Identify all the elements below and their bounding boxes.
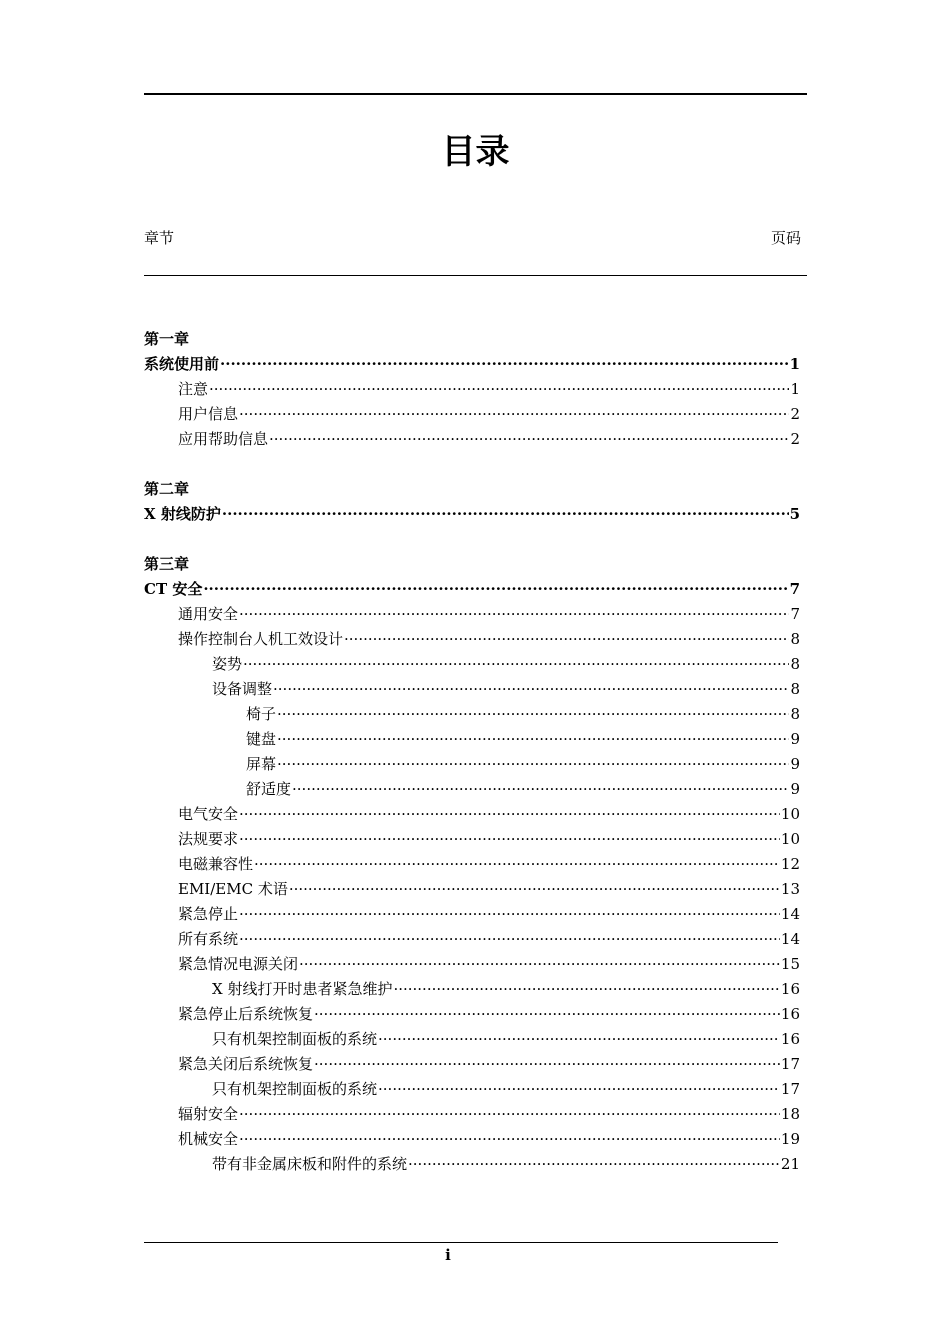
dot-leader <box>269 427 789 452</box>
toc-entry[interactable] <box>144 752 800 777</box>
toc-entry[interactable] <box>144 1052 800 1077</box>
toc-entry-page: 7 <box>790 605 800 623</box>
toc-entry[interactable] <box>144 577 800 602</box>
toc-entry[interactable] <box>144 702 800 727</box>
dot-leader <box>393 977 779 1002</box>
dot-leader <box>277 727 789 752</box>
dot-leader <box>299 952 780 977</box>
toc-entry-title: 键盘 <box>246 730 277 748</box>
toc-entry-page: 16 <box>780 1030 800 1048</box>
toc-entry-title: 通用安全 <box>178 605 239 623</box>
header-rule <box>144 275 807 276</box>
dot-leader <box>239 1127 780 1152</box>
toc-chapter <box>144 327 800 452</box>
dot-leader <box>314 1052 780 1077</box>
toc-entry[interactable] <box>144 377 800 402</box>
toc-entry[interactable] <box>144 977 800 1002</box>
toc-entry-page: 15 <box>780 955 800 973</box>
toc-entry[interactable] <box>144 602 800 627</box>
toc-entry-page: 12 <box>780 855 800 873</box>
dot-leader <box>239 402 789 427</box>
toc-entry-title: 紧急停止后系统恢复 <box>178 1005 314 1023</box>
toc-entry[interactable] <box>144 1102 800 1127</box>
toc-entry-title: EMI/EMC 术语 <box>178 880 288 898</box>
toc-entry-page: 8 <box>790 680 800 698</box>
toc-entry[interactable] <box>144 827 800 852</box>
toc-entry[interactable] <box>144 1077 800 1102</box>
toc-entry-title: 紧急情况电源关闭 <box>178 955 299 973</box>
toc-entry[interactable] <box>144 927 800 952</box>
dot-leader <box>277 752 789 777</box>
dot-leader <box>209 377 789 402</box>
toc-entry-page: 18 <box>780 1105 800 1123</box>
toc-entry[interactable] <box>144 1127 800 1152</box>
toc-entry-title: 法规要求 <box>178 830 239 848</box>
toc-chapter <box>144 552 800 1177</box>
table-of-contents <box>144 327 800 1202</box>
chapter-label: 第一章 <box>144 330 190 348</box>
toc-entry-title: 紧急关闭后系统恢复 <box>178 1055 314 1073</box>
toc-entry[interactable] <box>144 652 800 677</box>
toc-entry-page: 8 <box>790 705 800 723</box>
dot-leader <box>344 627 789 652</box>
dot-leader <box>239 827 780 852</box>
toc-entry-title: CT 安全 <box>144 580 203 598</box>
toc-entry-page: 10 <box>780 830 800 848</box>
toc-entry[interactable] <box>144 502 800 527</box>
toc-entry-page: 7 <box>789 580 800 598</box>
toc-entry[interactable] <box>144 727 800 752</box>
toc-entry-title: 紧急停止 <box>178 905 239 923</box>
toc-entry[interactable] <box>144 677 800 702</box>
dot-leader <box>243 652 789 677</box>
toc-entry-title: X 射线打开时患者紧急维护 <box>212 980 393 998</box>
toc-header-page: 页码 <box>770 229 801 247</box>
toc-entry-title: 只有机架控制面板的系统 <box>212 1030 378 1048</box>
toc-entry-page: 16 <box>780 1005 800 1023</box>
toc-entry-title: 辐射安全 <box>178 1105 239 1123</box>
dot-leader <box>314 1002 780 1027</box>
dot-leader <box>239 902 780 927</box>
toc-entry-page: 9 <box>790 755 800 773</box>
footer-page-number: i <box>445 1246 451 1264</box>
dot-leader <box>239 602 789 627</box>
dot-leader <box>203 577 788 602</box>
toc-entry-page: 14 <box>780 905 800 923</box>
chapter-label: 第三章 <box>144 555 190 573</box>
toc-entry-page: 10 <box>780 805 800 823</box>
toc-chapter <box>144 477 800 527</box>
toc-entry-title: 用户信息 <box>178 405 239 423</box>
toc-entry[interactable] <box>144 402 800 427</box>
dot-leader <box>378 1077 780 1102</box>
toc-entry-page: 17 <box>780 1055 800 1073</box>
toc-header <box>144 226 807 274</box>
dot-leader <box>254 852 780 877</box>
toc-entry-title: 舒适度 <box>246 780 292 798</box>
dot-leader <box>222 502 789 527</box>
toc-entry-page: 17 <box>780 1080 800 1098</box>
toc-entry-title: 姿势 <box>212 655 243 673</box>
toc-entry-title: 椅子 <box>246 705 277 723</box>
toc-entry-page: 21 <box>780 1155 800 1173</box>
footer-rule <box>144 1242 778 1243</box>
toc-entry[interactable] <box>144 627 800 652</box>
dot-leader <box>239 927 780 952</box>
toc-entry-title: 系统使用前 <box>144 355 220 373</box>
toc-entry-page: 2 <box>790 430 800 448</box>
toc-entry[interactable] <box>144 1027 800 1052</box>
toc-entry-page: 1 <box>790 380 800 398</box>
toc-entry-title: 屏幕 <box>246 755 277 773</box>
toc-entry-page: 9 <box>790 730 800 748</box>
toc-entry-page: 9 <box>790 780 800 798</box>
toc-entry-page: 8 <box>790 630 800 648</box>
toc-entry[interactable] <box>144 352 800 377</box>
toc-entry-page: 5 <box>789 505 800 523</box>
toc-entry-page: 1 <box>789 355 800 373</box>
dot-leader <box>289 877 780 902</box>
toc-entry[interactable] <box>144 852 800 877</box>
dot-leader <box>239 1102 780 1127</box>
toc-entry-title: 操作控制台人机工效设计 <box>178 630 344 648</box>
toc-entry-title: 只有机架控制面板的系统 <box>212 1080 378 1098</box>
toc-entry-page: 13 <box>780 880 800 898</box>
toc-entry[interactable] <box>144 1002 800 1027</box>
page-title: 目录 <box>441 132 510 172</box>
toc-entry-page: 14 <box>780 930 800 948</box>
top-rule <box>144 93 807 95</box>
toc-entry-title: 注意 <box>178 380 209 398</box>
dot-leader <box>273 677 789 702</box>
toc-header-chapter: 章节 <box>144 229 175 247</box>
toc-entry-title: 设备调整 <box>212 680 273 698</box>
toc-entry[interactable] <box>144 427 800 452</box>
toc-entry-title: 电磁兼容性 <box>178 855 254 873</box>
dot-leader <box>378 1027 780 1052</box>
toc-entry-page: 2 <box>790 405 800 423</box>
dot-leader <box>277 702 789 727</box>
toc-entry[interactable] <box>144 877 800 902</box>
toc-entry[interactable] <box>144 952 800 977</box>
toc-entry[interactable] <box>144 1152 800 1177</box>
toc-entry[interactable] <box>144 802 800 827</box>
toc-entry-title: 电气安全 <box>178 805 239 823</box>
toc-entry-page: 19 <box>780 1130 800 1148</box>
toc-entry-page: 16 <box>780 980 800 998</box>
dot-leader <box>292 777 789 802</box>
toc-entry-title: X 射线防护 <box>144 505 221 523</box>
dot-leader <box>239 802 780 827</box>
toc-entry-title: 带有非金属床板和附件的系统 <box>212 1155 408 1173</box>
toc-entry-title: 机械安全 <box>178 1130 239 1148</box>
dot-leader <box>220 352 789 377</box>
toc-entry-title: 应用帮助信息 <box>178 430 269 448</box>
dot-leader <box>408 1152 780 1177</box>
toc-entry-page: 8 <box>790 655 800 673</box>
toc-entry-title: 所有系统 <box>178 930 239 948</box>
chapter-label: 第二章 <box>144 480 190 498</box>
toc-entry[interactable] <box>144 902 800 927</box>
toc-entry[interactable] <box>144 777 800 802</box>
